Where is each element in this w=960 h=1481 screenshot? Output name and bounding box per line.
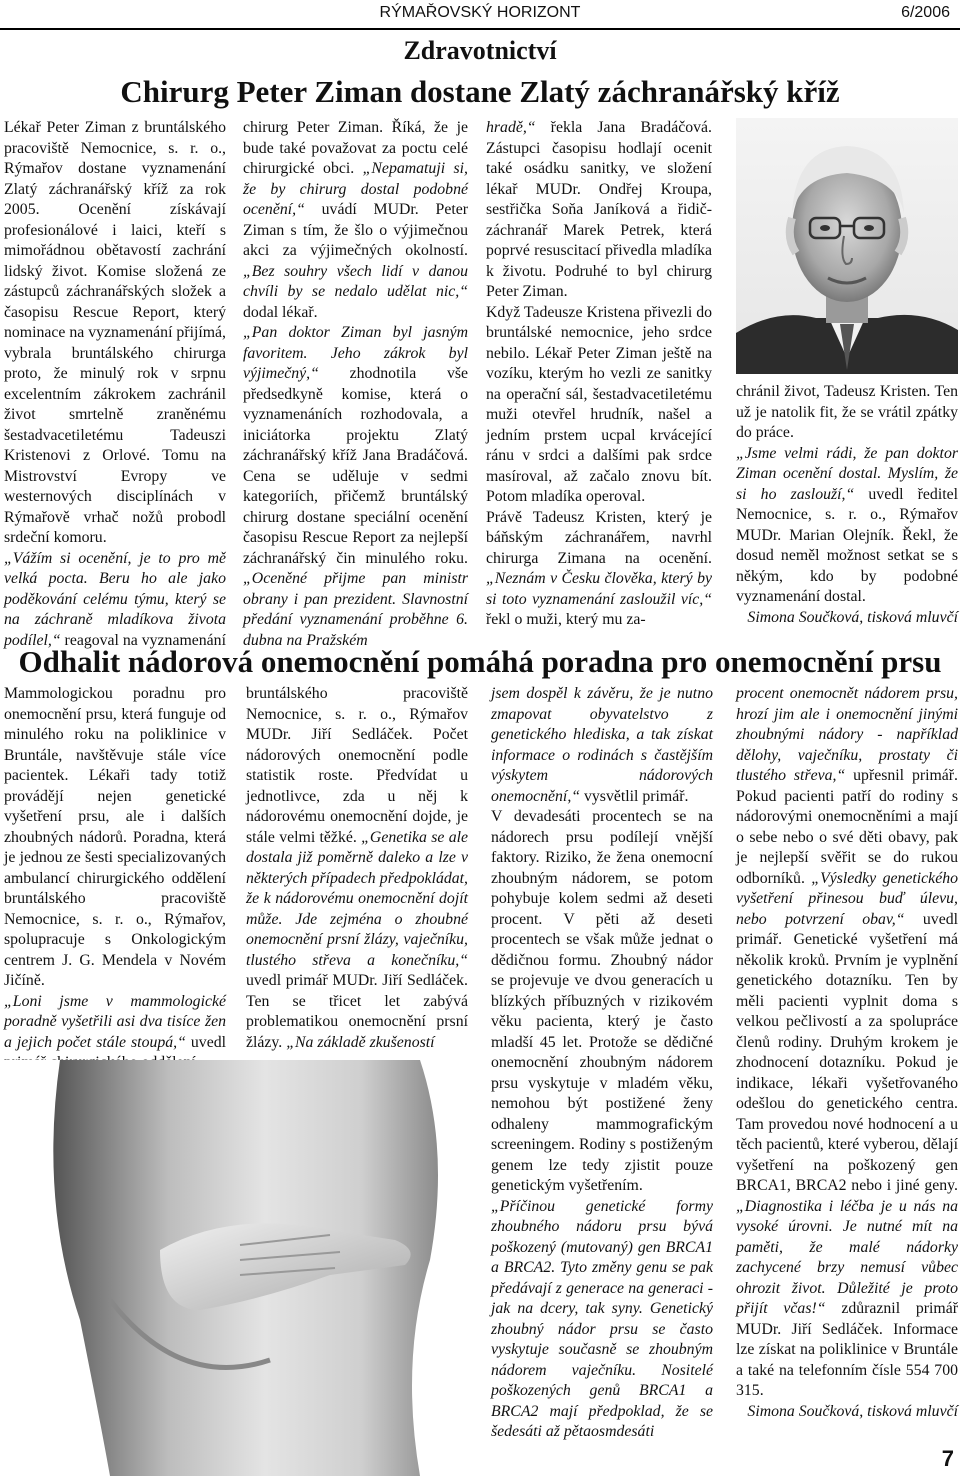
issue-number: 6/2006 [901, 4, 950, 21]
article1-col1-text-2: reagoval na vyznamenání [60, 631, 226, 649]
article2-col3-quote: jsem dospěl k závěru, že je nutno zmapovat obyvatelstvo z genetického hlediska, a tak získat informace o rodinách s častějším výskytem nádorových onemocnění,“ [491, 685, 713, 805]
article1-col1-quote: „Vážím si ocenění, je to pro mě velká pocta. Beru ho ale jako poděkování celému týmu, který se na záchraně mladíkova života podílel,“ [4, 549, 226, 649]
article1-col2-quote-3: „Pan doktor Ziman byl jasným favoritem. Jeho zákrok byl výjimečný,“ [243, 324, 468, 382]
article1-column-1 [4, 118, 226, 649]
article1-col1-text: Lékař Peter Ziman z bruntálského pracoviště Nemocnice, s. r. o., Rýmařov dostane vyznamenání Zlatý záchranářský kříž za rok 2005. Ocenění získávají profesionálové i laici, kteří s mimořádnou obětavostí zachrání lidský život. Komise složená ze zástupců záchranářských složek a časopisu Rescue Report, který nominace na vyznamenání přijímá, vybrala bruntálského chirurga proto, že minulý rok v srpnu excelentním zákrokem zachránil život smrtelně zraněnému šestadvacetiletému Tadeuszi Kristenovi z Orlové. Tomu na Mistrovství Evropy ve westernových disciplínách v Rýmařově vrhač nožů probodl srdeční komoru. [4, 119, 226, 546]
article1-col2-quote-4: „Oceněné přijme pan ministr obrany i pan prezident. Slavnostní předání vyznamenání proběhne 6. dubna na Pražském [243, 570, 468, 649]
header-rule [0, 28, 960, 30]
article2-col4-quote-3: „Diagnostika i léčba je u nás na vysoké úrovni. Je nutné mít na paměti, že malé nádorky zachycené brzy nemusí vůbec ohrozit život. Důležité je proto přijít včas!“ [736, 1197, 958, 1317]
article2-col4-quote-2: „Výsledky genetického vyšetření přinesou buď úlevu, nebo potvrzení obav,“ [736, 869, 959, 928]
article2-col1-text: Mammologickou poradnu pro onemocnění prsu, která funguje od minulého roku na poliklinice v Bruntále, navštěvuje stále více pacientek. Lékaři tady totiž provádějí nejen genetické vyšetření prsu, ale i dalších zhoubných nádorů. Poradna, která je jednou ze šesti specializovaných ambulancí chirurgického oddělení bruntálského pracoviště Nemocnice, s. r. o., Rýmařov, spolupracuje s Onkologickým centrem J. G. Mendela v Novém Jičíně. [4, 685, 226, 989]
article1-col2-text-4: zhodnotila vše předsedkyně komise, která o vyznamenáních rozhodovala, a iniciátorka projektu Zlatý záchranářský kříž Jana Bradáčová. Cena se uděluje v sedmi kategoriích, přičemž bruntálský chirurg dostane speciální ocenění časopisu Rescue Report za nejlepší záchranářský čin minulého roku. [243, 365, 468, 567]
article1-col2-text-3: dodal lékař. [243, 303, 318, 321]
article1-col3-text: řekla Jana Bradáčová. Zástupci časopisu hodlají ocenit také osádku sanitky, ve složení lékař MUDr. Ondřej Kroupa, sestřička Soňa Janíková a řidič-záchranář Marek Petrek, která poprvé resuscitací přivedla mladíka k životu. Podruhé to byl chirurg Peter Ziman. [486, 119, 712, 300]
article2-col4-text: upřesnil primář. Pokud pacienti patří do rodiny s nádorovými onemocněními a mají o sebe nebo o své děti obavy, pak je nejlepší svěřit se do rukou odborníků. [736, 767, 958, 887]
article1-col3-text-4: řekl o muži, který mu za- [486, 611, 646, 628]
article2-col3-text: vysvětlil primář. [580, 787, 689, 805]
article2-col4-text-2: uvedl primář. Genetické vyšetření má několik kroků. Prvním je vyplnění genetického dotazníku. Ten by měli pacienti vyplnit doma s velkou pečlivostí a za spolupráce členů rodiny. Druhým krokem je zhodnocení dotazníku. Pokud je indikace, lékaři vyšetřovaného odešlou do genetického centra. Tam provedou nové hodnocení a u těch pacientů, které vyberou, dělají vyšetření na poškozený gen BRCA1, BRCA2 nebo i jiné geny. [736, 910, 959, 1194]
article2-col3-text-2: V devadesáti procentech se na nádorech prsu podílejí vnější faktory. Riziko, že žena onemocní zhoubným nádorem, se potom pohybuje kolem sedmi až deseti procent. V pěti až deseti procentech se však může jednat o dědičnou formu. Zhoubný nádor se projevuje ve dvou generacích u blízkých příbuzných v rizikovém věku pacienta, který je často mladší 45 let. Protože se dědičné onemocnění zhoubným nádorem prsu vyskytuje v mladém věku, nemohou být postižené ženy odhaleny mammografickým screeningem. Rodiny s postiženým genem lze tedy zjistit pouze genetickým vyšetřením. [491, 808, 713, 1194]
article2-col2-quote-2: „Na základě zkušeností [286, 1033, 435, 1051]
section-title: Zdravotnictví [403, 36, 557, 65]
page-number: 7 [941, 1446, 954, 1471]
article2-col4-text-3: zdůraznil primář MUDr. Jiří Sedláček. Informace lze získat na poliklinice v Bruntále a také na telefonním čísle 554 700 315. [736, 1300, 958, 1399]
article2-headline: Odhalit nádorová onemocnění pomáhá poradna pro onemocnění prsu [18, 644, 942, 679]
article1-col2-text-2: uvádí MUDr. Peter Ziman s tím, že šlo o výjimečnou akci za výjimečných okolností. [243, 201, 468, 259]
article2-column-3 [491, 684, 713, 1474]
article1-column-4 [736, 382, 958, 630]
article2-col1-quote: „Loni jsme v mammologické poradně vyšetřili asi dva tisíce žen a jejich počet stále stoupá,“ [4, 992, 226, 1051]
article1-column-2 [243, 118, 469, 649]
article2-column-4 [736, 684, 958, 1444]
portrait-photo [736, 118, 958, 374]
article1-col4-text: chránil život, Tadeusz Kristen. Ten už je natolik fit, že se vrátil zpátky do práce. [736, 383, 958, 441]
article1-col4-text-2: uvedl ředitel Nemocnice, s. r. o., Rýmařov MUDr. Marian Olejník. Řekl, že dosud neměl možnost setkat se s někým, kdo by podobné vyznamenání dostal. [736, 485, 958, 605]
article1-col2-text: chirurg Peter Ziman. Říká, že je bude také považovat za poctu celé chirurgické obci. [243, 119, 468, 177]
article2-col2-quote: „Genetika se ale dostala již poměrně daleko a lze v některých případech předpokládat, že k nádorovému onemocnění dojít může. Jde zejména o zhoubné onemocnění prsní žlázy, vaječníku, tlustého střeva a konečníku,“ [246, 828, 468, 969]
article1-signature: Simona Součková, tisková mluvčí [747, 608, 958, 626]
article2-column-1 [4, 684, 226, 1054]
article1-column-3 [486, 118, 712, 630]
torso-photo [0, 1060, 476, 1476]
article1-col3-quote-2: „Neznám v Česku člověka, který by si toto vyznamenání zasloužil víc,“ [486, 570, 712, 608]
article1-headline: Chirurg Peter Ziman dostane Zlatý záchranářský kříž [120, 74, 840, 109]
article1-col3-text-3: Právě Tadeusz Kristen, který je báňským záchranářem, navrhl chirurga Zimana na ocenění. [486, 508, 712, 567]
article2-column-2 [246, 684, 468, 1054]
article2-col2-text-2: uvedl primář MUDr. Jiří Sedláček. Ten se třicet let zabývá problematikou onemocnění prsní žlázy. [246, 972, 468, 1051]
article1-col3-quote: hradě,“ [486, 119, 536, 136]
article2-signature: Simona Součková, tisková mluvčí [747, 1402, 958, 1420]
article2-col2-text: bruntálského pracoviště Nemocnice, s. r. o., Rýmařov MUDr. Jiří Sedláček. Počet nádorových onemocnění podle statistik roste. Předvídat u jednotlivce, zda u něj k nádorovému onemocnění dojde, je stále velmi těžké. [246, 685, 468, 846]
article1-col3-text-2: Když Tadeusze Kristena přivezli do bruntálské nemocnice, jeho srdce nebilo. Lékař Peter Ziman ještě na vozíku, kterým ho vezli ze sanitky na operační sál, šestadvacetiletému muži otevřel hrudník, našel a jedním prstem ucpal krvácející ránu v srdci a dalšími pak srdce masíroval, až začalo znovu bít. Potom mladíka operoval. [486, 303, 712, 505]
article1-col2-quote-2: „Bez souhry všech lidí v danou chvíli by se nedalo udělat nic,“ [243, 262, 468, 300]
newspaper-name: RÝMAŘOVSKÝ HORIZONT [379, 4, 581, 21]
article2-col4-quote: procent onemocnět nádorem prsu, hrozí jim ale i onemocnění jinými zhoubnými nádory - například dělohy, vaječníku, prostaty či tlustého střeva,“ [736, 685, 958, 784]
article2-col1-text-2: uvedl [190, 1033, 227, 1051]
article2-col3-quote-2: „Příčinou genetické formy zhoubného nádoru prsu bývá poškozený (mutovaný) gen BRCA1 a BRCA2. Tyto změny genu se pak předávají z generace na generaci - jak na dcery, tak syny. Genetický zhoubný nádor prsu se často vyskytuje současně se zhoubným nádorem vaječníku. Nositelé poškozených genů BRCA1 a BRCA2 mají předpoklad, že se šedesáti až pětaosmdesáti [491, 1197, 713, 1440]
article1-col2-quote: „Nepamatuji si, že by chirurg dostal podobné ocenění,“ [243, 160, 469, 218]
article1-col4-quote: „Jsme velmi rádi, že pan doktor Ziman ocenění dostal. Myslím, že si ho zaslouží,“ [736, 444, 958, 503]
